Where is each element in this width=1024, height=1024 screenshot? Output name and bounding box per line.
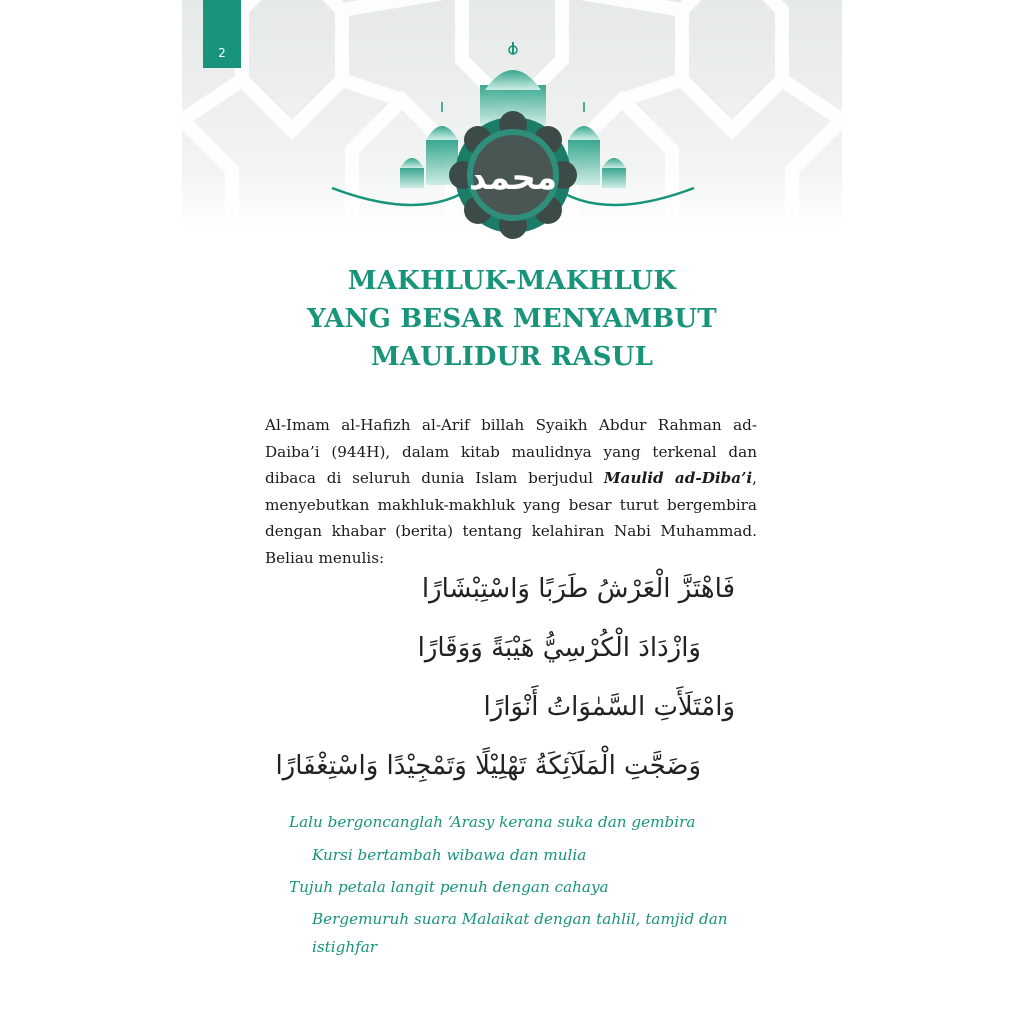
arabic-verse-line: وَامْتَلَأَتِ السَّمٰوَاتُ أَنْوَارًا xyxy=(483,692,735,722)
translation-line: Tujuh petala langit penuh dengan cahaya xyxy=(289,878,609,896)
translation-line: istighfar xyxy=(312,938,378,956)
muhammad-calligraphy: محمد xyxy=(469,158,557,198)
arabic-verse-line: فَاهْتَزَّ الْعَرْشُ طَرَبًا وَاسْتِبْشَارًا xyxy=(421,574,735,604)
intro-text-after: , menyebutkan makhluk-makhluk yang besar turut bergembira dengan khabar (berita) tentang kelahiran Nabi Muhammad. Beliau menulis: xyxy=(265,469,757,567)
intro-text-before: Al-Imam al-Hafizh al-Arif billah Syaikh Abdur Rahman ad-Daiba’i (944H), dalam kitab maulidnya yang terkenal dan dibaca di seluruh dunia Islam berjudul xyxy=(265,416,757,487)
intro-paragraph xyxy=(265,412,757,571)
title-line-2: YANG BESAR MENYAMBUT xyxy=(307,304,717,334)
book-title: Maulid ad-Diba’i xyxy=(603,469,753,487)
translation-line: Lalu bergoncanglah ‘Arasy kerana suka dan gembira xyxy=(289,813,696,831)
book-page xyxy=(182,0,842,1024)
title-line-3: MAULIDUR RASUL xyxy=(370,342,654,372)
arabic-verse-line: وَازْدَادَ الْكُرْسِيُّ هَيْبَةً وَوَقَارًا xyxy=(417,633,701,663)
arabic-verse-line: وَضَجَّتِ الْمَلَآئِكَةُ تَهْلِيْلًا وَتَمْجِيْدًا وَاسْتِغْفَارًا xyxy=(275,751,701,781)
page-number: 2 xyxy=(218,46,226,60)
translation-line: Bergemuruh suara Malaikat dengan tahlil, tamjid dan xyxy=(312,910,728,928)
page-title xyxy=(182,262,842,376)
title-line-1: MAKHLUK-MAKHLUK xyxy=(347,266,677,296)
mosque-emblem xyxy=(330,40,696,240)
page-number-tab xyxy=(203,0,241,68)
translation-line: Kursi bertambah wibawa dan mulia xyxy=(312,846,587,864)
